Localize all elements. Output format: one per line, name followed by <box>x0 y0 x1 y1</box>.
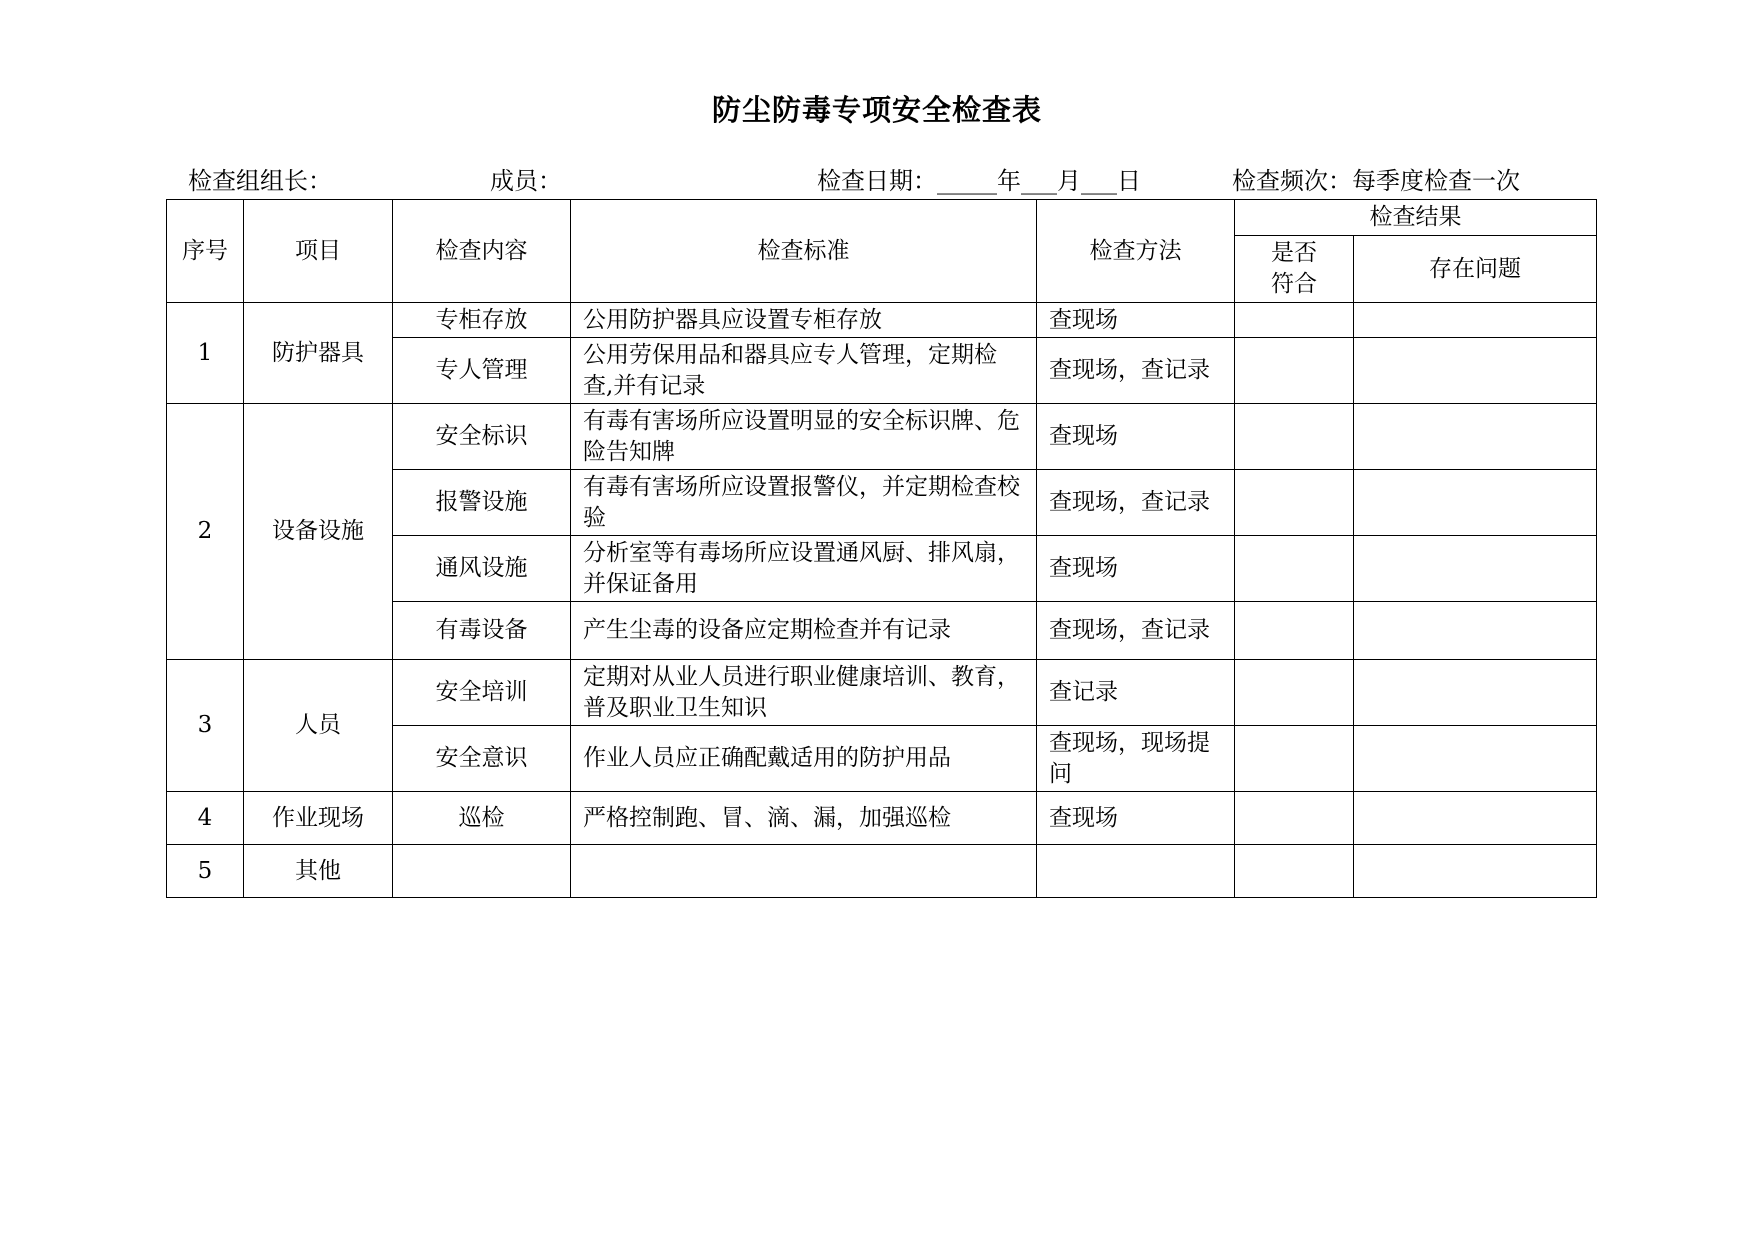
inspection-table <box>166 199 1597 898</box>
cell-standard: 严格控制跑、冒、滴、漏，加强巡检 <box>571 792 1037 845</box>
cell-seq: 2 <box>167 404 244 660</box>
cell-method: 查现场，现场提问 <box>1037 726 1235 792</box>
cell-content <box>393 845 571 898</box>
cell-seq: 5 <box>167 845 244 898</box>
cell-item: 防护器具 <box>244 303 393 404</box>
cell-issues[interactable] <box>1354 536 1597 602</box>
cell-method: 查现场，查记录 <box>1037 470 1235 536</box>
header-content: 检查内容 <box>393 200 571 303</box>
table-row <box>167 303 1597 338</box>
cell-item: 其他 <box>244 845 393 898</box>
table-row <box>167 404 1597 470</box>
cell-method <box>1037 845 1235 898</box>
cell-standard: 产生尘毒的设备应定期检查并有记录 <box>571 602 1037 660</box>
cell-issues[interactable] <box>1354 726 1597 792</box>
cell-item: 设备设施 <box>244 404 393 660</box>
cell-content: 巡检 <box>393 792 571 845</box>
cell-conform[interactable] <box>1235 303 1354 338</box>
cell-content: 安全培训 <box>393 660 571 726</box>
cell-conform[interactable] <box>1235 404 1354 470</box>
cell-standard: 分析室等有毒场所应设置通风厨、排风扇，并保证备用 <box>571 536 1037 602</box>
cell-standard: 公用劳保用品和器具应专人管理，定期检查,并有记录 <box>571 338 1037 404</box>
header-issues: 存在问题 <box>1354 236 1597 303</box>
cell-content: 安全意识 <box>393 726 571 792</box>
cell-seq: 1 <box>167 303 244 404</box>
cell-seq: 3 <box>167 660 244 792</box>
cell-method: 查现场 <box>1037 536 1235 602</box>
cell-standard: 有毒有害场所应设置报警仪，并定期检查校验 <box>571 470 1037 536</box>
cell-method: 查现场，查记录 <box>1037 338 1235 404</box>
header-item: 项目 <box>244 200 393 303</box>
table-row <box>167 845 1597 898</box>
table-row <box>167 660 1597 726</box>
cell-conform[interactable] <box>1235 470 1354 536</box>
cell-conform[interactable] <box>1235 536 1354 602</box>
cell-standard <box>571 845 1037 898</box>
date-label: 检查日期：_____年___月___日 <box>817 167 1141 195</box>
cell-conform[interactable] <box>1235 660 1354 726</box>
header-result: 检查结果 <box>1235 200 1597 236</box>
cell-content: 有毒设备 <box>393 602 571 660</box>
frequency-label: 检查频次：每季度检查一次 <box>1232 167 1520 195</box>
cell-method: 查现场 <box>1037 792 1235 845</box>
page-title: 防尘防毒专项安全检查表 <box>711 93 1042 127</box>
cell-seq: 4 <box>167 792 244 845</box>
cell-method: 查现场 <box>1037 404 1235 470</box>
cell-content: 专人管理 <box>393 338 571 404</box>
leader-label: 检查组组长： <box>188 167 332 195</box>
cell-issues[interactable] <box>1354 660 1597 726</box>
cell-content: 报警设施 <box>393 470 571 536</box>
members-label: 成员： <box>490 167 562 195</box>
cell-conform[interactable] <box>1235 338 1354 404</box>
cell-standard: 作业人员应正确配戴适用的防护用品 <box>571 726 1037 792</box>
cell-standard: 定期对从业人员进行职业健康培训、教育，普及职业卫生知识 <box>571 660 1037 726</box>
table-body <box>167 303 1597 898</box>
cell-method: 查记录 <box>1037 660 1235 726</box>
table-row <box>167 792 1597 845</box>
cell-item: 人员 <box>244 660 393 792</box>
cell-content: 安全标识 <box>393 404 571 470</box>
header-seq: 序号 <box>167 200 244 303</box>
cell-conform[interactable] <box>1235 602 1354 660</box>
cell-content: 专柜存放 <box>393 303 571 338</box>
cell-issues[interactable] <box>1354 845 1597 898</box>
cell-standard: 有毒有害场所应设置明显的安全标识牌、危险告知牌 <box>571 404 1037 470</box>
cell-issues[interactable] <box>1354 338 1597 404</box>
header-conform: 是否 符合 <box>1235 236 1354 303</box>
cell-conform[interactable] <box>1235 845 1354 898</box>
cell-method: 查现场，查记录 <box>1037 602 1235 660</box>
cell-issues[interactable] <box>1354 470 1597 536</box>
cell-standard: 公用防护器具应设置专柜存放 <box>571 303 1037 338</box>
cell-issues[interactable] <box>1354 602 1597 660</box>
header-method: 检查方法 <box>1037 200 1235 303</box>
cell-content: 通风设施 <box>393 536 571 602</box>
cell-item: 作业现场 <box>244 792 393 845</box>
cell-method: 查现场 <box>1037 303 1235 338</box>
cell-conform[interactable] <box>1235 792 1354 845</box>
cell-conform[interactable] <box>1235 726 1354 792</box>
cell-issues[interactable] <box>1354 792 1597 845</box>
cell-issues[interactable] <box>1354 303 1597 338</box>
header-standard: 检查标准 <box>571 200 1037 303</box>
cell-issues[interactable] <box>1354 404 1597 470</box>
